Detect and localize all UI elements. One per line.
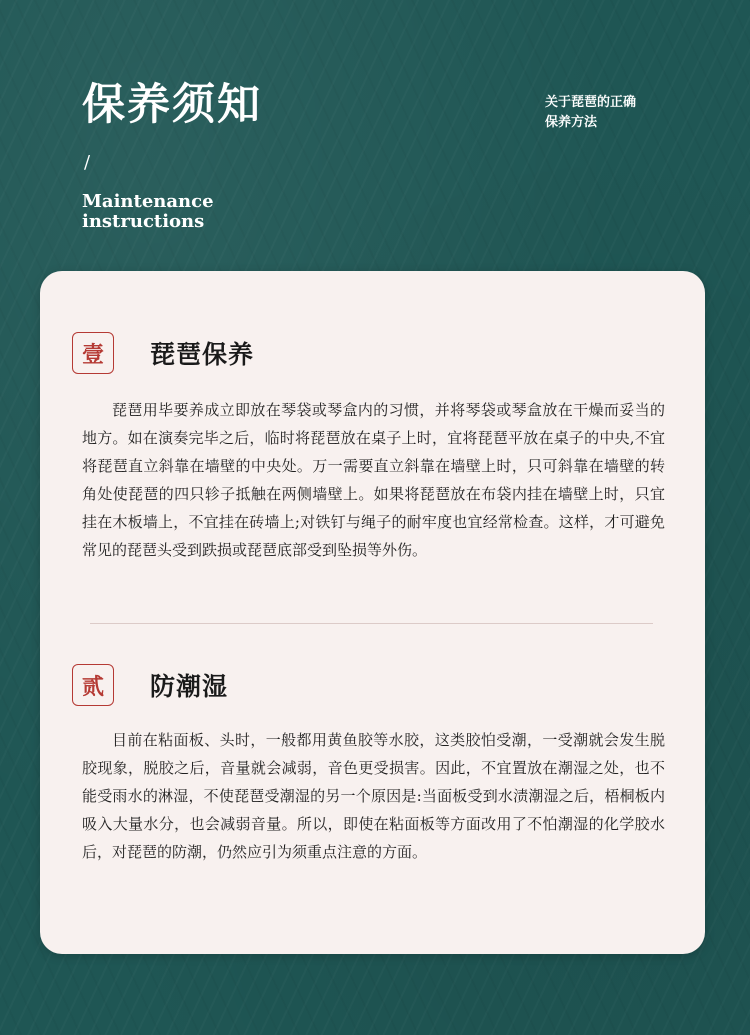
section-number-badge: 壹 (72, 332, 114, 374)
section-heading (72, 663, 665, 707)
page-title: 保养须知 (82, 80, 262, 130)
subtitle-chinese (545, 93, 685, 133)
section-pipa-maintenance (72, 331, 665, 564)
section-title: 琵琶保养 (150, 340, 255, 369)
subtitle-english-line-1: Maintenance (82, 191, 214, 212)
subtitle-chinese-line-1: 关于琵琶的正确 (545, 95, 637, 110)
section-divider (90, 623, 653, 624)
section-body-text: 目前在粘面板、头时，一般都用黄鱼胶等水胶，这类胶怕受潮，一受潮就会发生脱胶现象，脱胶之后，音量就会减弱，音色更受损害。因此，不宜置放在潮湿之处，也不能受雨水的淋湿，不使琵琶受潮湿的另一个原因是:当面板受到水渍潮湿之后，梧桐板内吸入大量水分，也会减弱音量。所以，即使在粘面板等方面改用了不怕潮湿的化学胶水后，对琵琶的防潮，仍然应引为须重点注意的方面。 (82, 731, 665, 861)
content-card (40, 271, 705, 954)
section-number-badge: 贰 (72, 664, 114, 706)
title-separator: / (84, 152, 91, 173)
subtitle-english-line-2: instructions (82, 211, 205, 232)
section-moisture-protection (72, 663, 665, 866)
section-heading (72, 331, 665, 375)
subtitle-english (82, 192, 302, 232)
section-body-text: 琵琶用毕要养成立即放在琴袋或琴盒内的习惯，并将琴袋或琴盒放在干燥而妥当的地方。如在演奏完毕之后，临时将琵琶放在桌子上时，宜将琵琶平放在桌子的中央,不宜将琵琶直立斜靠在墙壁的中央处。万一需要直立斜靠在墙壁上时，只可斜靠在墙壁的转角处使琵琶的四只轸子抵触在两侧墙壁上。如果将琵琶放在布袋内挂在墙壁上时，只宜挂在木板墙上，不宜挂在砖墙上;对铁钉与绳子的耐牢度也宜经常检查。这样，才可避免常见的琵琶头受到跌损或琵琶底部受到坠损等外伤。 (82, 401, 665, 559)
subtitle-chinese-line-2: 保养方法 (545, 115, 598, 130)
section-title: 防潮湿 (150, 672, 229, 701)
